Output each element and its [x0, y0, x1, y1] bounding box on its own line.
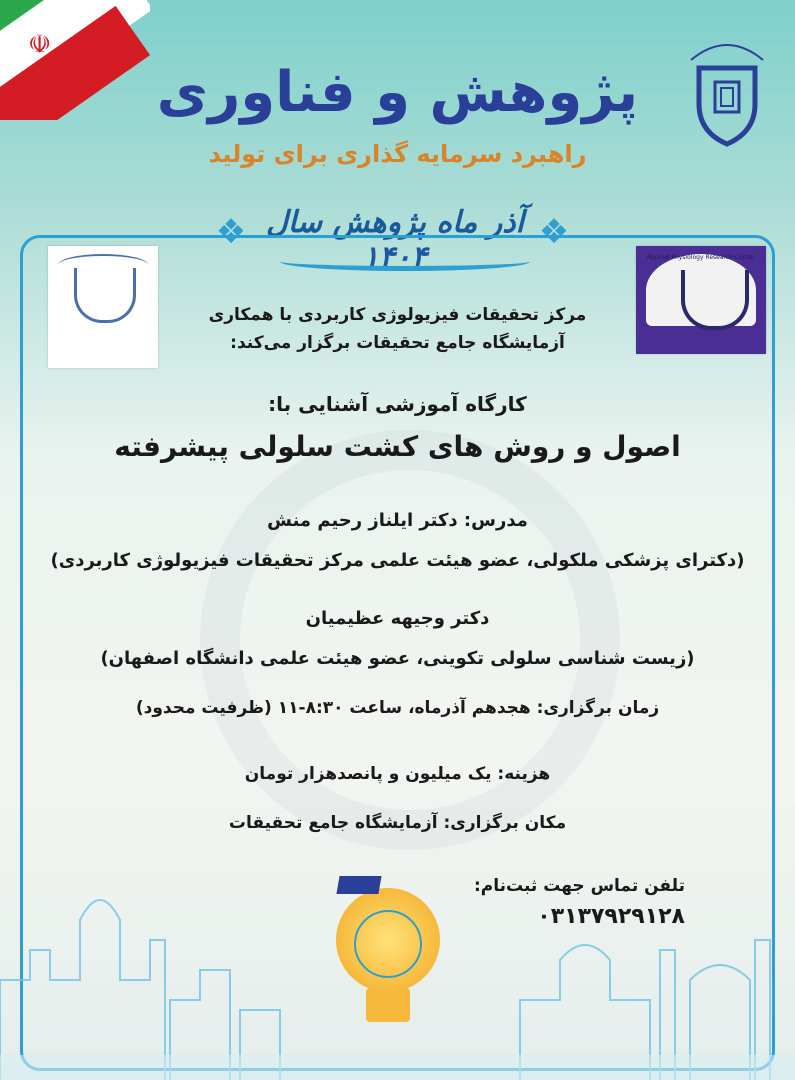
research-center-caption: Applied Physiology Research Center [646, 254, 756, 261]
organizer-line-2: آزمایشگاه جامع تحقیقات برگزار می‌کند: [230, 333, 565, 353]
main-subtitle: راهبرد سرمایه گذاری برای تولید [208, 140, 587, 168]
event-fee: هزینه: یک میلیون و پانصدهزار تومان [244, 764, 551, 784]
workshop-title: اصول و روش های کشت سلولی پیشرفته [114, 430, 681, 463]
contact-phone[interactable]: ۰۳۱۳۷۹۲۹۱۲۸ [537, 904, 685, 929]
main-title: پژوهش و فناوری [156, 60, 639, 125]
ornament-icon: ❖ [538, 212, 570, 252]
flag-emblem-icon: ☫ [28, 30, 52, 60]
contact-block [474, 876, 685, 929]
lightbulb-graduation-icon [318, 858, 458, 1028]
contact-label: تلفن تماس جهت ثبت‌نام: [473, 876, 685, 896]
research-month-banner: آذر ماه پژوهش سال ۱۴۰۴ [266, 205, 524, 275]
workshop-intro: کارگاه آموزشی آشنایی با: [268, 392, 527, 416]
event-time: زمان برگزاری: هجدهم آذرماه، ساعت ۸:۳۰-۱۱ (ظرفیت محدود) [135, 698, 660, 718]
organizer-line-1: مرکز تحقیقات فیزیولوژی کاربردی با همکاری [208, 305, 587, 325]
instructor2-description: (زیست شناسی سلولی تکوینی، عضو هیئت علمی دانشگاه اصفهان) [100, 648, 695, 669]
event-venue: مکان برگزاری: آزمایشگاه جامع تحقیقات [228, 813, 567, 833]
ornament-icon: ❖ [215, 212, 247, 252]
instructor-name: مدرس: دکتر ایلناز رحیم منش [267, 510, 528, 531]
instructor2-name: دکتر وجیهه عظیمیان [305, 608, 490, 629]
instructor-description: (دکترای پزشکی ملکولی، عضو هیئت علمی مرکز تحقیقات فیزیولوژی کاربردی) [50, 550, 745, 571]
